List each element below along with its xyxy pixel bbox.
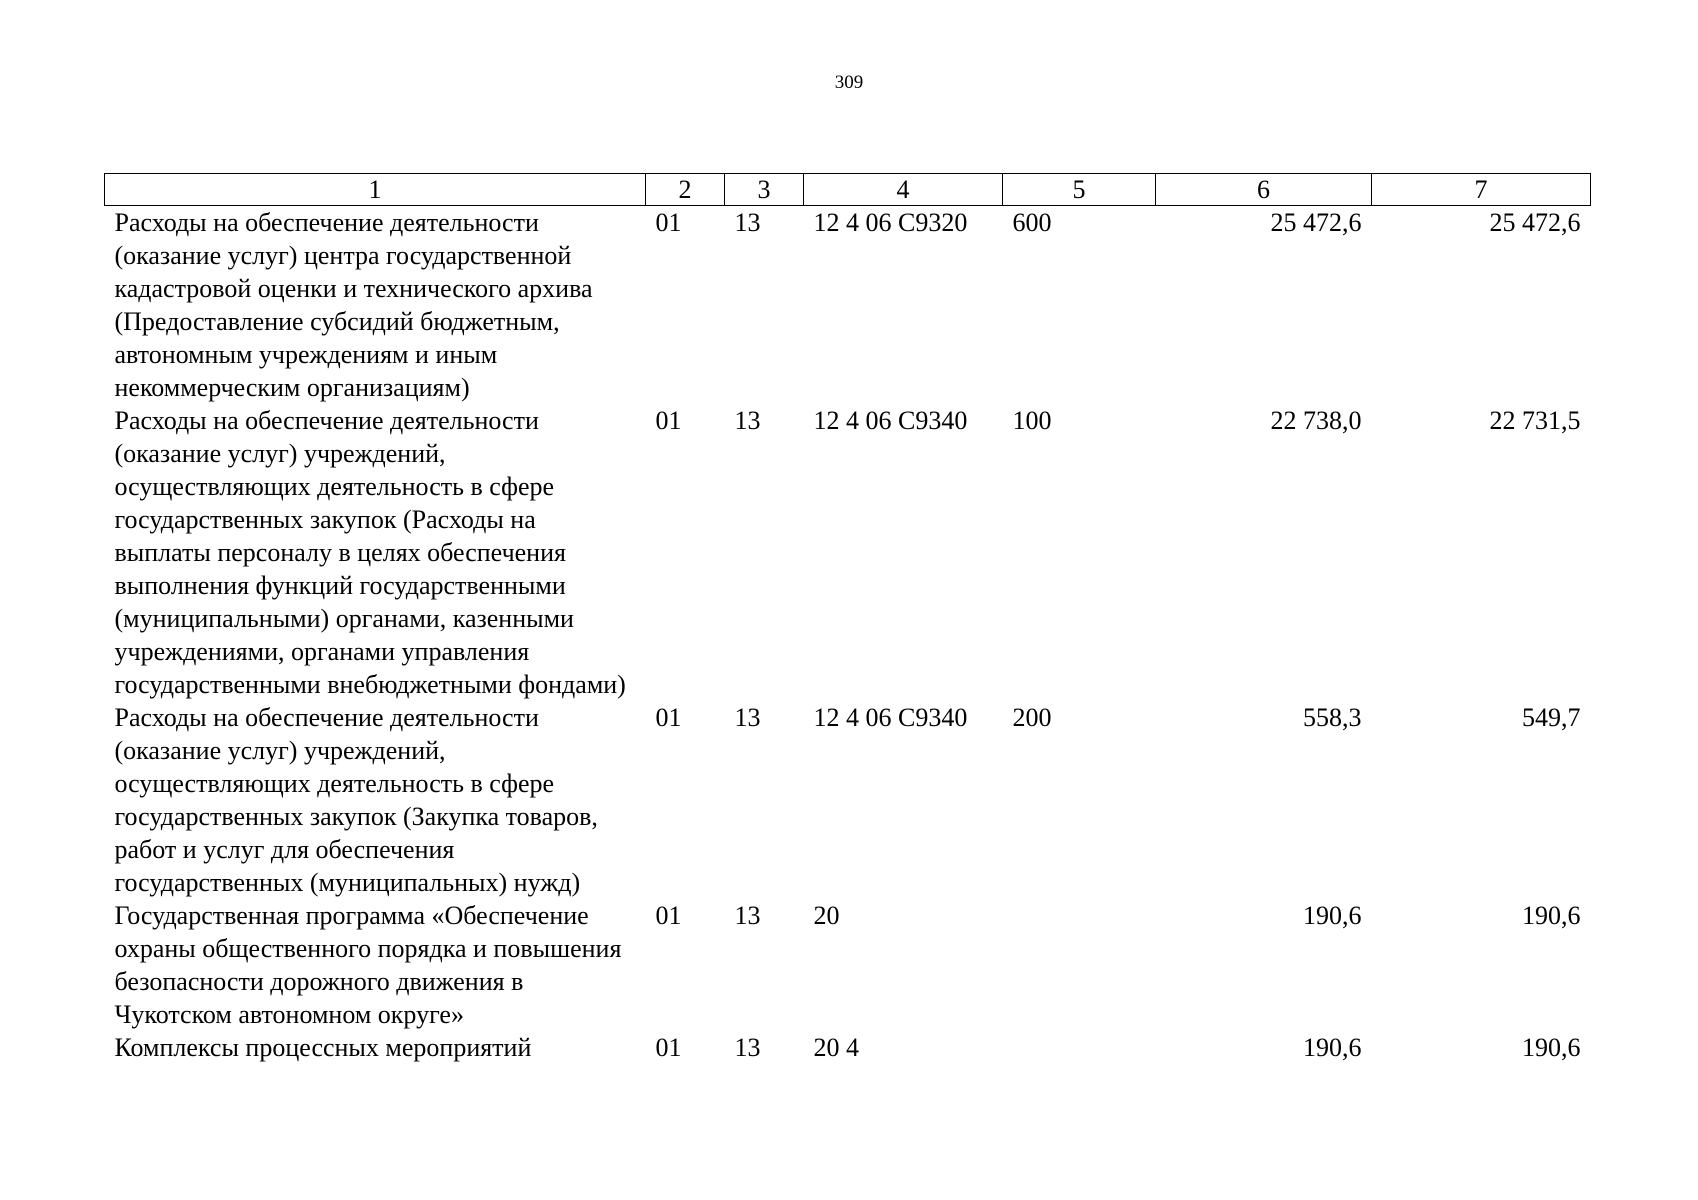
row-name: Расходы на обеспечение деятельности (оказание услуг) учреждений, осуществляющих деятельность в сфере государственных закупок (Закупка товаров, работ и услуг для обеспечения государственных (муниципальных) нужд)	[114, 703, 598, 897]
header-col-1: 1	[105, 174, 646, 206]
row-target-code: 12 4 06 С9320	[813, 208, 968, 237]
row-name: Комплексы процессных мероприятий	[114, 1033, 532, 1062]
row-amount-col6: 558,3	[1303, 703, 1362, 732]
table-row	[105, 404, 1591, 701]
header-col-5: 5	[1003, 174, 1156, 206]
row-expense-type: 100	[1012, 406, 1052, 435]
header-col-7: 7	[1372, 174, 1591, 206]
budget-table	[104, 173, 1591, 1064]
row-subsection: 13	[734, 406, 761, 435]
row-amount-col6: 22 738,0	[1270, 406, 1362, 435]
row-expense-type: 600	[1012, 208, 1052, 237]
header-col-2: 2	[646, 174, 725, 206]
header-col-3: 3	[725, 174, 804, 206]
row-name: Расходы на обеспечение деятельности (оказание услуг) учреждений, осуществляющих деятельность в сфере государственных закупок (Расходы на выплаты персоналу в целях обеспечения выполнения функций государственными (муниципальными) органами, казенными учреждениями, органами управления государственными внебюджетными фондами)	[114, 406, 626, 699]
row-subsection: 13	[734, 703, 761, 732]
header-row	[105, 174, 1591, 206]
table-row	[105, 899, 1591, 1031]
table-body	[105, 206, 1591, 1065]
row-name: Расходы на обеспечение деятельности (оказание услуг) центра государственной кадастровой оценки и технического архива (Предоставление субсидий бюджетным, автономным учреждениям и иным некоммерческим организациям)	[114, 208, 593, 402]
row-subsection: 13	[734, 1033, 761, 1062]
row-amount-col7: 549,7	[1522, 703, 1581, 732]
row-amount-col7: 190,6	[1522, 1033, 1581, 1062]
row-amount-col6: 190,6	[1303, 901, 1362, 930]
row-expense-type: 200	[1012, 703, 1052, 732]
page-number: 309	[834, 72, 864, 93]
row-target-code: 12 4 06 С9340	[813, 703, 968, 732]
header-col-4: 4	[804, 174, 1003, 206]
row-target-code: 12 4 06 С9340	[813, 406, 968, 435]
table-row	[105, 701, 1591, 899]
row-section: 01	[655, 703, 682, 732]
table-row	[105, 206, 1591, 405]
row-amount-col7: 25 472,6	[1489, 208, 1581, 237]
row-expense-type	[1003, 899, 1156, 1031]
row-subsection: 13	[734, 208, 761, 237]
row-amount-col6: 190,6	[1303, 1033, 1362, 1062]
row-amount-col6: 25 472,6	[1270, 208, 1362, 237]
row-amount-col7: 22 731,5	[1489, 406, 1581, 435]
row-target-code: 20	[813, 901, 840, 930]
row-amount-col7: 190,6	[1522, 901, 1581, 930]
row-subsection: 13	[734, 901, 761, 930]
header-col-6: 6	[1156, 174, 1372, 206]
row-section: 01	[655, 901, 682, 930]
row-name: Государственная программа «Обеспечение охраны общественного порядка и повышения безопасности дорожного движения в Чукотском автономном округе»	[114, 901, 622, 1029]
row-expense-type	[1003, 1031, 1156, 1064]
row-section: 01	[655, 1033, 682, 1062]
table-header	[105, 174, 1591, 206]
row-target-code: 20 4	[813, 1033, 859, 1062]
row-section: 01	[655, 406, 682, 435]
table-row	[105, 1031, 1591, 1064]
row-section: 01	[655, 208, 682, 237]
